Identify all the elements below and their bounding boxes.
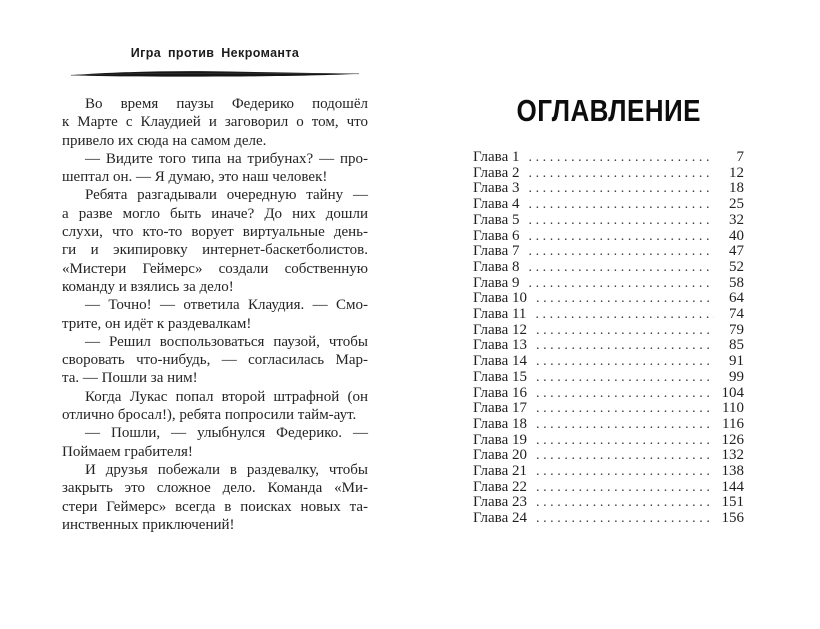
toc-row	[473, 229, 744, 245]
toc-row	[473, 370, 744, 386]
body-line: И друзья побежали в раздевалку, чтобы	[85, 461, 368, 478]
body-line: та. — Пошли за ним!	[62, 370, 198, 387]
toc-row	[473, 417, 744, 433]
toc-entry-page: 47	[729, 243, 744, 260]
body-line: Ребята разгадывали очередную тайну —	[85, 187, 368, 204]
toc-entry-label: Глава 1	[473, 149, 520, 165]
toc-row	[473, 291, 744, 307]
body-line: инственных приключений!	[62, 516, 235, 533]
toc-entry-page: 40	[729, 227, 744, 244]
toc-dot-leader	[536, 480, 714, 496]
toc-entry-page: 116	[722, 415, 744, 432]
toc-entry-label: Глава 7	[473, 243, 520, 260]
toc-entry-label: Глава 19	[473, 431, 527, 448]
toc-list	[473, 150, 744, 527]
toc-dot-leader	[536, 291, 714, 307]
toc-dot-leader	[528, 150, 714, 166]
toc-dot-leader	[536, 354, 714, 370]
right-page	[473, 95, 744, 527]
toc-entry-page: 151	[721, 494, 744, 511]
toc-dot-leader	[536, 370, 714, 386]
toc-entry-page: 64	[729, 290, 744, 307]
toc-dot-leader	[535, 307, 714, 323]
toc-row	[473, 213, 744, 229]
body-line: отлично бросал!), ребята попросили тайм-аут.	[62, 407, 357, 424]
toc-entry-label: Глава 23	[473, 494, 527, 511]
toc-dot-leader	[536, 323, 714, 339]
toc-row	[473, 181, 744, 197]
toc-entry-page: 52	[729, 258, 744, 275]
toc-entry-page: 126	[721, 431, 744, 448]
toc-row	[473, 464, 744, 480]
toc-entry-label: Глава 6	[473, 227, 520, 244]
toc-entry-page: 18	[729, 180, 744, 197]
toc-dot-leader	[528, 244, 714, 260]
toc-row	[473, 511, 744, 527]
toc-entry-page: 156	[721, 510, 744, 527]
toc-dot-leader	[536, 448, 714, 464]
body-line: Во время паузы Федерико подошёл	[85, 96, 368, 112]
toc-entry-page: 58	[729, 274, 744, 291]
toc-dot-leader	[528, 181, 714, 197]
toc-dot-leader	[528, 197, 714, 213]
toc-entry-page: 91	[729, 353, 744, 370]
toc-entry-label: Глава 24	[473, 510, 527, 527]
body-line: шептал он. — Я думаю, это наш человек!	[62, 169, 328, 186]
toc-entry-label: Глава 5	[473, 211, 520, 228]
body-line: ги и экипировку интернет-баскетболистов.	[62, 242, 368, 259]
toc-entry-label: Глава 10	[473, 290, 527, 307]
body-line: Поймаем грабителя!	[62, 443, 193, 460]
toc-entry-label: Глава 16	[473, 384, 527, 401]
body-line: трите, он идёт к раздевалкам!	[62, 315, 252, 332]
toc-entry-page: 132	[721, 447, 744, 464]
toc-entry-label: Глава 14	[473, 353, 527, 370]
toc-row	[473, 338, 744, 354]
toc-dot-leader	[536, 511, 714, 527]
toc-dot-leader	[528, 166, 714, 182]
toc-dot-leader	[536, 495, 714, 511]
toc-entry-page: 138	[721, 463, 744, 480]
body-line: к Марте с Клаудией и заговорил о том, что	[62, 114, 368, 131]
toc-row	[473, 166, 744, 182]
toc-row	[473, 495, 744, 511]
toc-entry-page: 25	[729, 196, 744, 213]
header-flourish-line	[69, 67, 361, 80]
toc-entry-page: 144	[721, 478, 744, 495]
toc-entry-label: Глава 4	[473, 196, 520, 213]
body-text	[62, 95, 368, 534]
toc-dot-leader	[528, 276, 714, 292]
toc-entry-page: 85	[729, 337, 744, 354]
toc-entry-label: Глава 12	[473, 321, 527, 338]
toc-entry-page: 12	[729, 164, 744, 181]
toc-entry-label: Глава 17	[473, 400, 527, 417]
toc-title	[473, 95, 744, 127]
toc-entry-page: 104	[721, 384, 744, 401]
body-line: стери Геймерс» всегда в поисках новых та-	[62, 498, 368, 515]
body-line: — Пошли, — улыбнулся Федерико. —	[85, 425, 368, 442]
body-line: — Решил воспользоваться паузой, чтобы	[85, 333, 368, 350]
toc-dot-leader	[528, 260, 714, 276]
toc-dot-leader	[536, 464, 714, 480]
toc-row	[473, 323, 744, 339]
body-line: привело их сюда на самом деле.	[62, 132, 267, 149]
body-line: своровать что-нибудь, — согласилась Мар-	[62, 352, 368, 369]
toc-entry-label: Глава 3	[473, 180, 520, 197]
toc-dot-leader	[528, 213, 714, 229]
toc-dot-leader	[536, 386, 714, 402]
toc-row	[473, 433, 744, 449]
toc-row	[473, 480, 744, 496]
body-line: слухи, что кто-то ворует виртуальные день-	[62, 224, 368, 241]
toc-entry-page: 32	[729, 211, 744, 228]
toc-row	[473, 307, 744, 323]
toc-dot-leader	[536, 401, 714, 417]
toc-dot-leader	[536, 417, 714, 433]
toc-entry-label: Глава 21	[473, 463, 527, 480]
toc-entry-page: 110	[722, 400, 744, 417]
toc-entry-page: 99	[729, 368, 744, 385]
toc-dot-leader	[536, 338, 714, 354]
toc-entry-label: Глава 11	[473, 306, 527, 323]
toc-dot-leader	[528, 229, 714, 245]
body-line: «Мистери Геймерс» создали собственную	[62, 260, 368, 277]
running-header: Игра против Некроманта	[130, 46, 300, 60]
toc-row	[473, 197, 744, 213]
toc-row	[473, 150, 744, 166]
toc-row	[473, 401, 744, 417]
toc-dot-leader	[536, 433, 714, 449]
toc-row	[473, 276, 744, 292]
toc-entry-label: Глава 20	[473, 447, 527, 464]
toc-entry-page: 79	[729, 321, 744, 338]
toc-entry-label: Глава 18	[473, 415, 527, 432]
toc-entry-label: Глава 13	[473, 337, 527, 354]
toc-entry-page: 7	[736, 149, 744, 165]
body-line: Когда Лукас попал второй штрафной (он	[85, 388, 368, 405]
toc-row	[473, 448, 744, 464]
toc-entry-page: 74	[729, 306, 744, 323]
toc-row	[473, 244, 744, 260]
toc-row	[473, 354, 744, 370]
toc-entry-label: Глава 15	[473, 368, 527, 385]
left-page	[62, 46, 368, 534]
toc-entry-label: Глава 22	[473, 478, 527, 495]
toc-title-text: ОГЛАВЛЕНИЕ	[516, 93, 701, 128]
toc-row	[473, 386, 744, 402]
body-line: — Точно! — ответила Клаудия. — Смо-	[85, 297, 368, 314]
toc-entry-label: Глава 2	[473, 164, 520, 181]
body-line: а разве могло быть иначе? До них дошли	[62, 205, 368, 222]
toc-entry-label: Глава 9	[473, 274, 520, 291]
toc-entry-label: Глава 8	[473, 258, 520, 275]
body-line: — Видите того типа на трибунах? — про-	[85, 150, 368, 167]
body-line: команду и взялись за дело!	[62, 278, 234, 295]
body-line: закрыть это сложное дело. Команда «Ми-	[62, 480, 368, 497]
toc-row	[473, 260, 744, 276]
